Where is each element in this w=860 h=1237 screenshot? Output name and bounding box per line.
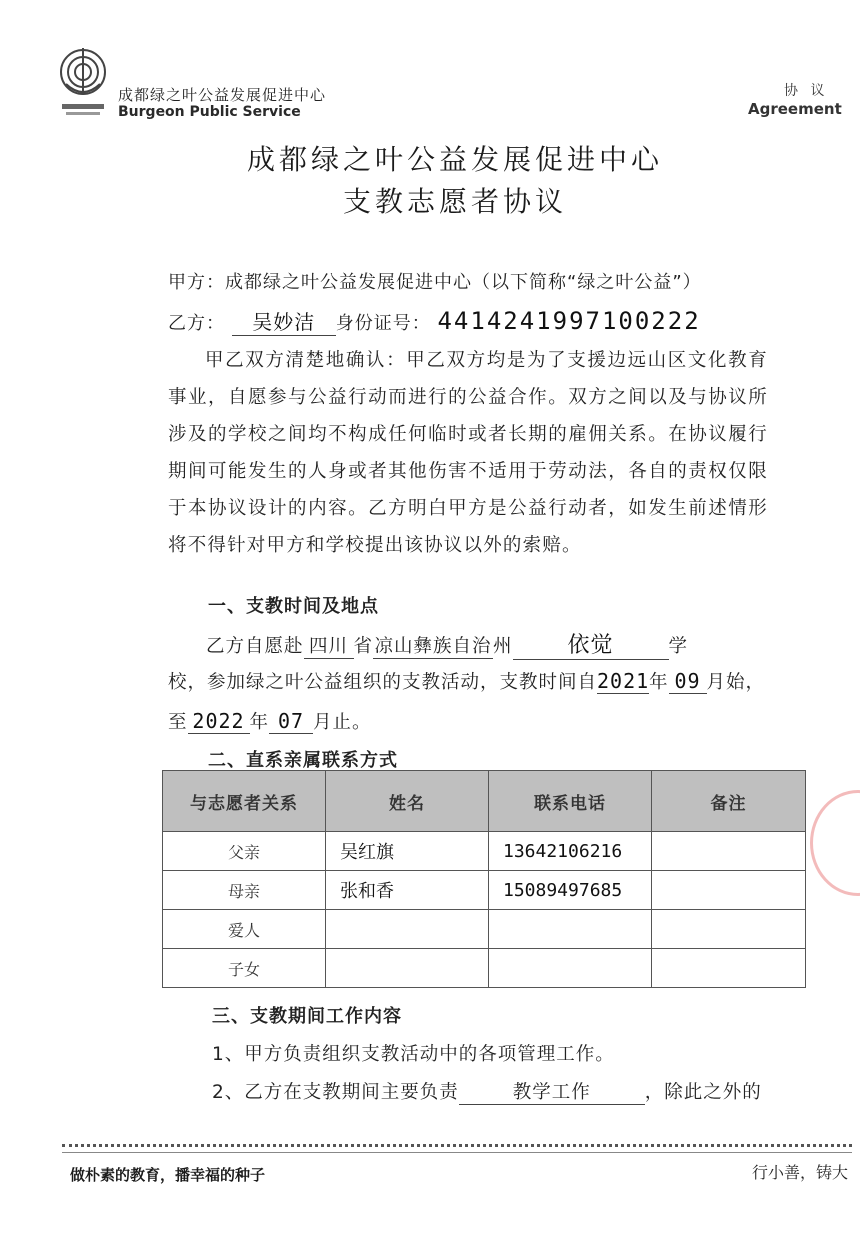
end-month-field: 07 [269, 709, 313, 734]
intro-paragraph: 甲乙双方清楚地确认：甲乙双方均是为了支援边远山区文化教育事业，自愿参与公益行动而进行的公益合作。双方之间以及与协议所涉及的学校之间均不构成任何临时或者长期的雇佣关系。在协议履行期间可能发生的人身或者其他伤害不适用于劳动法，各自的责权仅限于本协议设计的内容。乙方明白甲方是公益行动者，如发生前述情形将不得针对甲方和学校提出该协议以外的索赔。 [168, 350, 768, 556]
footer-slogan: 做朴素的教育，播幸福的种子 [70, 1166, 266, 1184]
name-cell [326, 949, 489, 988]
relation-cell: 父亲 [163, 832, 326, 871]
col-header-name: 姓名 [326, 771, 489, 832]
relation-cell: 子女 [163, 949, 326, 988]
org-name-cn: 成都绿之叶公益发展促进中心 [118, 86, 327, 104]
party-a-value: 成都绿之叶公益发展促进中心（以下简称“绿之叶公益”） [225, 272, 702, 293]
agreement-label-cn: 协 议 [784, 83, 829, 99]
table-row [163, 949, 806, 988]
section3-item1: 1、甲方负责组织支教活动中的各项管理工作。 [212, 1044, 615, 1065]
prefecture-field: 凉山彝族自治 [373, 632, 493, 659]
section1-heading: 一、支教时间及地点 [208, 596, 379, 617]
s1-text: 年 [249, 712, 270, 733]
s1-text: 州 [493, 636, 513, 657]
footer-divider [62, 1144, 852, 1147]
party-a-label: 甲方： [168, 272, 225, 293]
relation-cell: 爱人 [163, 910, 326, 949]
note-cell [652, 832, 806, 871]
col-header-relation: 与志愿者关系 [163, 771, 326, 832]
relation-cell: 母亲 [163, 871, 326, 910]
relatives-table [162, 770, 806, 988]
item2-suffix: ，除此之外的 [644, 1082, 762, 1103]
section3-heading: 三、支教期间工作内容 [212, 1006, 402, 1027]
note-cell [652, 910, 806, 949]
agreement-label-en: Agreement [748, 100, 842, 118]
phone-cell [489, 949, 652, 988]
s1-text: 至 [168, 712, 188, 733]
s1-text: 校，参加绿之叶公益组织的支教活动，支教时间自 [168, 672, 598, 693]
s1-text: 年 [649, 672, 669, 693]
table-row [163, 910, 806, 949]
footer-motto: 行小善，铸大 [752, 1163, 849, 1182]
phone-cell [489, 910, 652, 949]
s1-text: 学 [668, 636, 689, 657]
organization-logo [56, 44, 110, 122]
phone-cell: 15089497685 [489, 871, 652, 910]
party-a-line [168, 268, 702, 294]
table-row [163, 832, 806, 871]
end-year-field: 2022 [188, 709, 250, 734]
start-year-field: 2021 [597, 669, 650, 693]
name-cell [326, 910, 489, 949]
s1-text: 省 [353, 636, 374, 657]
col-header-phone: 联系电话 [489, 771, 652, 832]
s1-text: 月始， [706, 672, 766, 693]
start-month-field: 09 [669, 669, 707, 694]
school-field: 依觉 [513, 628, 669, 660]
section2-heading: 二、直系亲属联系方式 [208, 750, 398, 771]
section1-line3 [168, 708, 372, 734]
col-header-note: 备注 [652, 771, 806, 832]
org-name-en: Burgeon Public Service [118, 104, 301, 120]
item2-prefix: 2、乙方在支教期间主要负责 [212, 1082, 459, 1103]
s1-text: 乙方自愿赴 [206, 636, 304, 657]
footer-divider-thin [62, 1152, 852, 1153]
document-title: 支教志愿者协议 [342, 185, 567, 218]
name-cell: 张和香 [326, 871, 489, 910]
id-number: 4414241997100222 [437, 307, 701, 335]
table-row [163, 871, 806, 910]
note-cell [652, 871, 806, 910]
party-b-line [168, 306, 701, 336]
id-label: 身份证号： [335, 313, 431, 334]
party-b-label: 乙方： [168, 313, 225, 334]
section1-line2 [168, 668, 765, 694]
section3-item2 [212, 1078, 762, 1105]
province-field: 四川 [304, 632, 354, 659]
party-b-name: 吴妙洁 [232, 306, 336, 336]
duty-field: 教学工作 [459, 1078, 645, 1105]
table-header-row [163, 771, 806, 832]
s1-text: 月止。 [313, 712, 372, 733]
note-cell [652, 949, 806, 988]
name-cell: 吴红旗 [326, 832, 489, 871]
section1-line1 [206, 628, 688, 660]
red-seal-stamp [810, 790, 860, 896]
document-title-org: 成都绿之叶公益发展促进中心 [246, 143, 663, 176]
phone-cell: 13642106216 [489, 832, 652, 871]
